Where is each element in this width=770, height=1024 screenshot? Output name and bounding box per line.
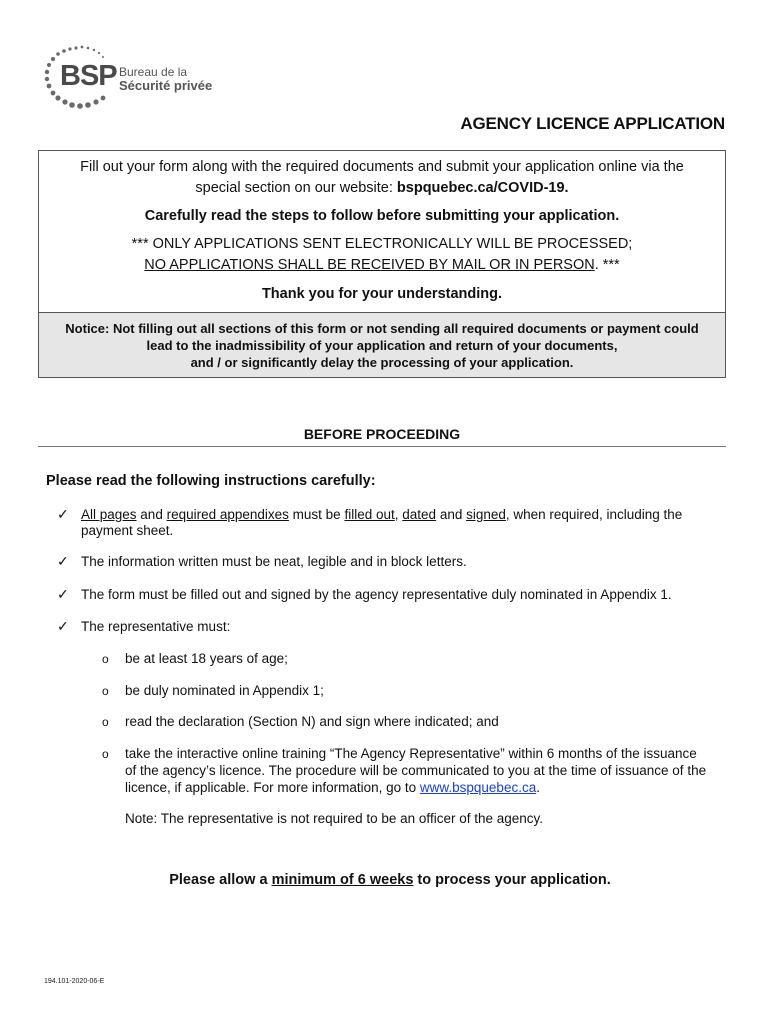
website-url: bspquebec.ca/COVID-19. (396, 180, 569, 196)
checkmark-icon: ✓ (57, 586, 69, 602)
signed-text: signed (466, 507, 506, 522)
sub-item-4-line3-suffix: . (536, 780, 540, 795)
sub-item-4-line3-prefix: licence, if applicable. For more information, go to (125, 780, 420, 795)
bullet-circle-icon: o (102, 715, 109, 729)
item1-text: and (136, 507, 167, 522)
bullet-circle-icon: o (102, 684, 109, 698)
item1-text: , (394, 507, 403, 522)
all-pages-text: All pages (81, 507, 137, 522)
form-code: 194.101-2020-06-E (44, 978, 105, 985)
before-proceeding-heading: BEFORE PROCEEDING (303, 426, 461, 442)
dated-text: dated (402, 507, 437, 522)
sub-item-4-line2: of the agency’s licence. The procedure will be communicated to you at the time of issuance of the (125, 763, 707, 778)
warning-line1: *** ONLY APPLICATIONS SENT ELECTRONICALLY WILL BE PROCESSED; (131, 236, 633, 252)
intro-line1: Fill out your form along with the required documents and submit your application online via the (80, 159, 684, 175)
instruction-item-1-line2: payment sheet. (81, 523, 174, 538)
sub-item-1: be at least 18 years of age; (125, 651, 288, 666)
minimum-weeks-text: minimum of 6 weeks (271, 872, 414, 888)
item1-text: , when required, including the (505, 507, 683, 522)
required-appendixes-text: required appendixes (166, 507, 289, 522)
sub-item-3: read the declaration (Section N) and sign where indicated; and (125, 714, 499, 729)
processing-time-notice (38, 872, 742, 888)
instruction-item-4: The representative must: (81, 619, 231, 634)
allow-suffix: to process your application. (413, 872, 611, 888)
instruction-item-3: The form must be filled out and signed by the agency representative duly nominated in Appendix 1. (81, 587, 672, 602)
allow-prefix: Please allow a (169, 872, 272, 888)
checkmark-icon: ✓ (57, 553, 69, 569)
representative-note: Note: The representative is not required to be an officer of the agency. (125, 811, 544, 826)
warning-line2 (38, 257, 726, 273)
item1-text: must be (288, 507, 345, 522)
sub-item-4-line3 (125, 779, 726, 796)
divider (38, 446, 726, 447)
intro-line2-prefix: special section on our website: (195, 180, 397, 196)
warning-line2-suffix: . *** (594, 257, 620, 273)
notice-line1: Notice: Not filling out all sections of this form or not sending all required documents or payment could (65, 321, 699, 336)
logo-line2: Sécurité privée (119, 78, 213, 93)
checkmark-icon: ✓ (57, 618, 69, 634)
sub-item-4-line1: take the interactive online training “The Agency Representative” within 6 months of the issuance (125, 746, 697, 761)
bsp-logo (40, 42, 220, 114)
instruction-item-1 (81, 506, 726, 523)
bullet-circle-icon: o (102, 652, 109, 666)
checkmark-icon: ✓ (57, 506, 69, 522)
bspquebec-link[interactable]: www.bspquebec.ca (419, 780, 537, 795)
logo-abbr: BSP (60, 60, 117, 92)
document-title: AGENCY LICENCE APPLICATION (460, 114, 725, 133)
bullet-circle-icon: o (102, 747, 109, 761)
filled-out-text: filled out (344, 507, 395, 522)
thanks-text: Thank you for your understanding. (261, 286, 503, 302)
instructions-heading: Please read the following instructions carefully: (46, 473, 376, 489)
notice-line2: lead to the inadmissibility of your application and return of your documents, (146, 338, 618, 353)
logo-line1: Bureau de la (119, 65, 188, 79)
instruction-item-2: The information written must be neat, legible and in block letters. (81, 554, 467, 569)
intro-line2 (38, 180, 726, 196)
steps-text: Carefully read the steps to follow before submitting your application. (144, 208, 620, 224)
warning-line2-underlined: NO APPLICATIONS SHALL BE RECEIVED BY MAIL OR IN PERSON (144, 257, 595, 273)
item1-text: and (436, 507, 467, 522)
sub-item-2: be duly nominated in Appendix 1; (125, 683, 324, 698)
notice-line3: and / or significantly delay the processing of your application. (190, 355, 574, 370)
